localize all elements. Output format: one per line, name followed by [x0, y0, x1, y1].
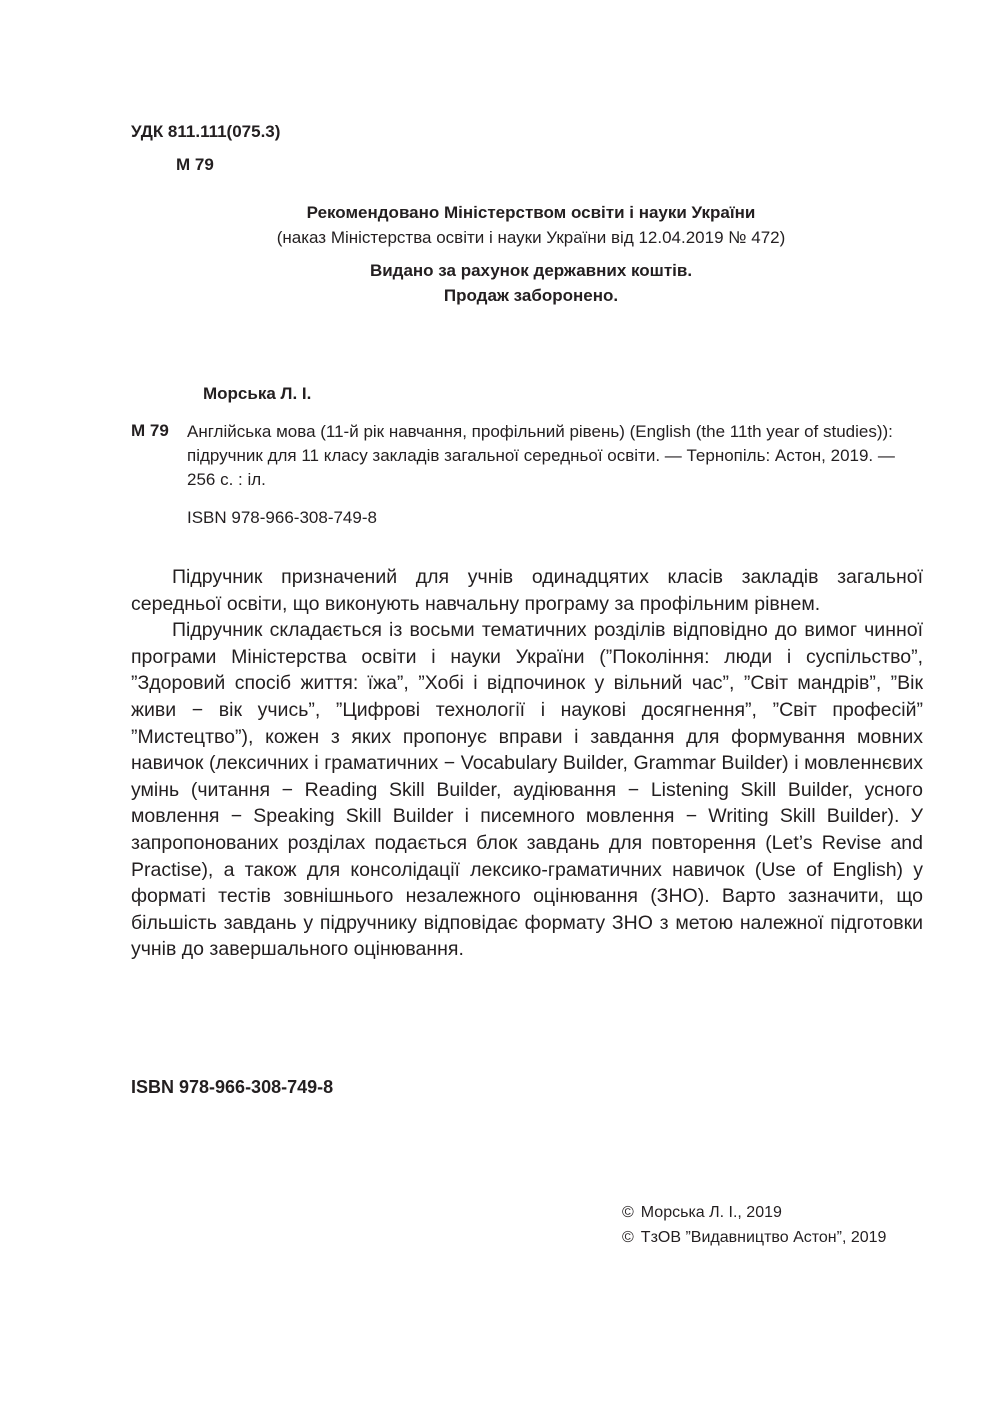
- bib-code: М 79: [131, 421, 169, 440]
- bib-isbn: ISBN 978-966-308-749-8: [187, 508, 377, 527]
- ministry-recommendation: [131, 200, 931, 250]
- copyright-author-line: [622, 1200, 886, 1225]
- annotation-paragraph: Підручник призначений для учнів одинадцятих класів закладів загальної середньої освіти, що виконують навчальну програму за профільним рівнем.: [131, 566, 923, 615]
- copyright-author: Морська Л. І., 2019: [640, 1204, 782, 1221]
- copyright-icon: ©: [622, 1229, 634, 1246]
- state-funds-line: Видано за рахунок державних коштів.: [369, 261, 693, 280]
- bib-description: Англійська мова (11-й рік навчання, профільний рівень) (English (the 11th year of studies)): підручник для 11 класу закладів загальної середньої освіти. — Тернопіль: Астон, 2019. — 256 с. : іл.: [187, 422, 895, 489]
- recommendation-line: Рекомендовано Міністерством освіти і науки України: [306, 203, 756, 222]
- copyright-publisher: ТзОВ ”Видавництво Астон”, 2019: [640, 1229, 887, 1246]
- annotation: [131, 564, 923, 963]
- copyright-publisher-line: [622, 1225, 886, 1250]
- distribution-notice: [131, 258, 931, 308]
- udk-code: УДК 811.111(075.3): [131, 122, 281, 141]
- copyright-block: [622, 1200, 886, 1250]
- bib-author: Морська Л. І.: [203, 384, 312, 403]
- copyright-icon: ©: [622, 1204, 634, 1221]
- isbn-main: ISBN 978-966-308-749-8: [131, 1077, 334, 1097]
- ministry-order-line: (наказ Міністерства освіти і науки України від 12.04.2019 № 472): [276, 228, 786, 247]
- annotation-paragraph: Підручник складається із восьми тематичних розділів відповідно до вимог чинної програми Міністерства освіти і науки України (”Покоління: люди і суспільство”, ”Здоровий спосіб життя: їжа”, ”Хобі і відпочинок у вільний час”, ”Світ мандрів”, ”Вік живи − вік учись”, ”Цифрові технології і наукові досягнення”, ”Світ професій” ”Мистецтво”), кожен з яких пропонує вправи і завдання для формування мовних навичок (лексичних і граматичних − Vocabulary Builder, Grammar Builder) і мовленнєвих умінь (читання − Reading Skill Builder, аудіювання − Listening Skill Builder, усного мовлення − Speaking Skill Builder і писемного мовлення − Writing Skill Builder). У запропонованих розділах подається блок завдань для повторення (Let’s Revise and Practise), а також для консолідації лексико-граматичних навичок (Use of English) у форматі тестів зовнішнього незалежного оцінювання (ЗНО). Варто зазначити, що більшість завдань у підручнику відповідає формату ЗНО з метою належної підготовки учнів до завершального оцінювання.: [131, 619, 923, 961]
- author-mark-code: М 79: [176, 155, 214, 174]
- no-sale-line: Продаж заборонено.: [443, 286, 619, 305]
